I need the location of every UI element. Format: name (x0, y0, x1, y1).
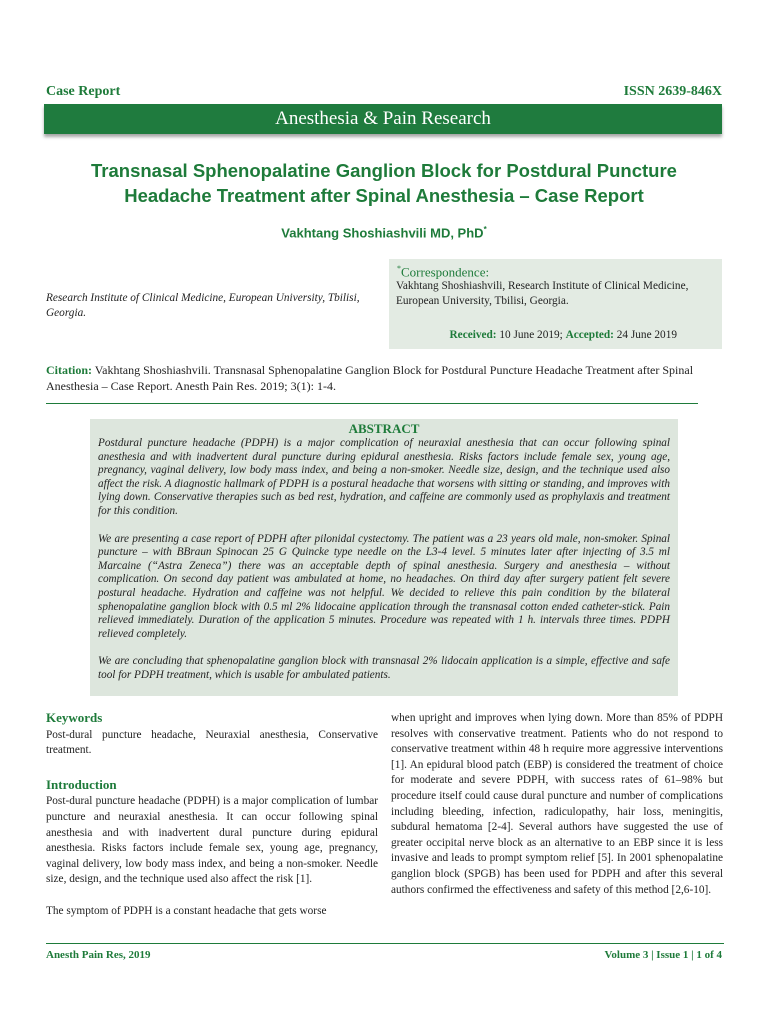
abstract-paragraph-2: We are presenting a case report of PDPH after pilonidal cystectomy. The patient was a 23 years old male, non-smoker. Spinal puncture – with BBraun Spinocan 25 G Quincke type needle on the L3-4 level. 5 minutes later after injecting of 3.5 ml Marcaine (“Astra Zeneca”) there was an acceptable depth of spinal anesthesia. Surgery and anesthesia – without complication. On second day patient was ambulated at home, no headaches. On third day after surgery patient felt severe postural headache. Hydration and caffeine was not helpful. We decided to relieve this pain condition by the bilateral sphenopalatine ganglion block with 0.5 ml 2% lidocaine application through the transnasal cotton ended catheter-stick. Pain relieved immediately. Duration of the application 5 minutes. Procedure was repeated with 1 h. intervals three times. PDPH relieved completely. (98, 532, 670, 640)
citation (46, 362, 724, 394)
introduction-paragraph-3: when upright and improves when lying down. More than 85% of PDPH resolves with conservative treatment. Patients who do not respond to conservative treatment within 48 h require more aggressive interventions [1]. An epidural blood patch (EBP) is considered the treatment of choice for moderate and severe PDPH, with success rates of 61–98% but procedure itself could cause dural puncture and number of complications including bleeding, infection, radiculopathy, hair loss, meningitis, subdural hematoma [2-4]. Several authors have suggested the use of greater occipital nerve block as an alternative to an EBP since it is less invasive and leads to prompt symptom relief [5]. In 2001 sphenopalatine ganglion block (SPGB) has been used for PDPH and after this several authors confirmed the effectiveness and safety of this method [2,6-10]. (391, 712, 723, 896)
correspondence-text: Vakhtang Shoshiashvili, Research Institute of Clinical Medicine, European University, Tbilisi, Georgia. (396, 280, 689, 307)
correspondence-label: Correspondence: (401, 264, 490, 280)
abstract-paragraph-1: Postdural puncture headache (PDPH) is a major complication of neuraxial anesthesia that can occur following spinal anesthesia and with inadvertent dural puncture during epidural anesthesia. Risks factors include female sex, young age, pregnancy, vaginal delivery, low body mass index, and being a non-smoker. Needle size, design, and the technique used also affect the risk. A diagnostic hallmark of PDPH is a postural headache that worsens with sitting or standing, and improves with lying down. Conservative therapies such as bed rest, hydration, and caffeine are commonly used as prophylaxis and treatment for this condition. (98, 437, 670, 517)
author-line (0, 225, 768, 240)
abstract-paragraph-3: We are concluding that sphenopalatine ganglion block with transnasal 2% lidocain application is a simple, effective and safe tool for PDPH treatment, which is usable for ambulated patients. (98, 655, 670, 681)
footer-page-info: Volume 3 | Issue 1 | 1 of 4 (604, 949, 722, 961)
dates-line (450, 329, 677, 341)
title-line-1: Transnasal Sphenopalatine Ganglion Block for Postdural Puncture (91, 160, 677, 181)
footer-journal: Anesth Pain Res, 2019 (46, 949, 151, 961)
accepted-label: Accepted: (565, 329, 614, 341)
journal-name: Anesthesia & Pain Research (275, 108, 491, 129)
received-label: Received: (449, 329, 497, 341)
footer-divider (46, 943, 724, 944)
article-type-label: Case Report (46, 84, 121, 99)
introduction-paragraph-1: Post-dural puncture headache (PDPH) is a major complication of lumbar puncture and neuraxial anesthesia. It can occur following spinal anesthesia and with inadvertent dural puncture during epidural anesthesia. Risks factors include female sex, young age, pregnancy, vaginal delivery, low body mass index, and being a non-smoker. Needle size, design, and the technique used also affect the risk [1]. (46, 795, 378, 886)
left-column (46, 710, 378, 920)
correspondence-heading (397, 264, 489, 280)
author-name: Vakhtang Shoshiashvili MD, PhD (281, 225, 484, 241)
author-mark: * (483, 225, 487, 234)
journal-banner (44, 104, 722, 134)
citation-divider (46, 403, 698, 404)
introduction-paragraph-2: The symptom of PDPH is a constant headache that gets worse (46, 904, 327, 917)
affiliation: Research Institute of Clinical Medicine, European University, Tbilisi, Georgia. (46, 292, 360, 319)
received-date: 10 June 2019; (499, 329, 563, 341)
keywords-heading: Keywords (46, 710, 103, 725)
accepted-date: 24 June 2019 (616, 329, 677, 341)
keywords-text: Post-dural puncture headache, Neuraxial anesthesia, Conservative treatment. (46, 728, 378, 757)
right-column (391, 711, 723, 898)
article-title (60, 158, 708, 208)
citation-label: Citation: (46, 363, 92, 377)
abstract-heading: ABSTRACT (348, 421, 420, 436)
abstract-box (90, 419, 678, 696)
citation-text: Vakhtang Shoshiashvili. Transnasal Sphenopalatine Ganglion Block for Postdural Puncture Headache Treatment after Spinal Anesthesia – Case Report. Anesth Pain Res. 2019; 3(1): 1-4. (46, 363, 694, 393)
correspondence-mark: * (397, 264, 401, 273)
introduction-heading: Introduction (46, 776, 117, 792)
correspondence-box (389, 259, 722, 349)
title-line-2: Headache Treatment after Spinal Anesthesia – Case Report (124, 185, 644, 206)
issn-label: ISSN 2639-846X (623, 84, 722, 99)
